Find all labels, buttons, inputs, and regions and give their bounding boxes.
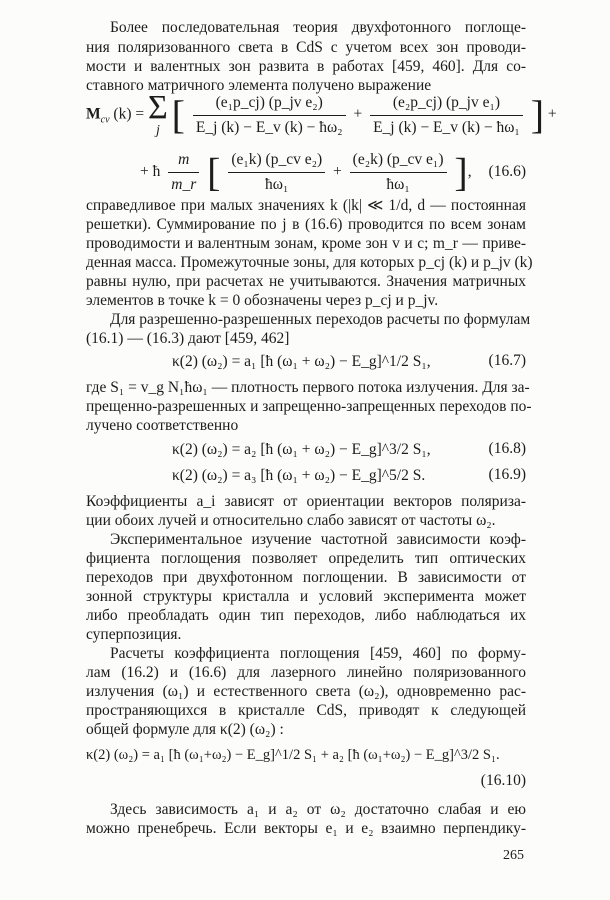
term4-denominator: ħω₁	[386, 176, 410, 193]
text-line: справедливое при малых значениях k (|k| ≪ 1/d, d — постоянная	[86, 197, 526, 214]
ratio-denominator: m_r	[171, 176, 197, 193]
summation-symbol: Σ j	[147, 89, 168, 138]
fraction-term2	[370, 93, 523, 138]
text-line: суперпозиция.	[86, 626, 182, 643]
text-line: можно пренебречь. Если векторы e₁ и e₂ взаимно перпендику-	[86, 820, 526, 837]
text-line: Здесь зависимость a₁ и a₂ от ω₂ достаточно слабая и ею	[110, 801, 526, 818]
text-line: общей формуле для κ(2) (ω₂) :	[86, 721, 284, 738]
text-line: ния поляризованного света в CdS с учетом всех зон проводи-	[86, 39, 526, 56]
term1-numerator: (e₁p_cj) (p_jv e₂)	[193, 93, 346, 116]
page-number: 265	[503, 848, 524, 863]
text-line: лучено соответственно	[86, 417, 239, 434]
text-line: ставного матричного элемента получено выражение	[86, 77, 432, 94]
text-line: прещенно-разрешенных и запрещенно-запрещенных переходов по-	[86, 398, 532, 415]
text-line: элементов в точке k = 0 обозначены через p_cj и p_jv.	[86, 292, 439, 309]
term3-denominator: ħω₁	[265, 176, 289, 193]
eq-lhs-sub: cv	[100, 114, 110, 126]
term4-numerator: (e₂k) (p_cv e₁)	[350, 150, 447, 173]
text-line: мости и валентных зон развита в работах [459, 460]. Для со-	[86, 58, 526, 75]
term1-denominator: E_j (k) − E_v (k) − ħω₂	[195, 118, 343, 136]
equation-number: (16.9)	[488, 466, 526, 483]
text-line: пространяющихся в кристалле CdS, приводят к следующей	[86, 702, 526, 719]
equation-number: (16.7)	[488, 352, 526, 369]
text-line: ции обоих лучей и относительно слабо зависят от частоты ω₂.	[86, 512, 496, 529]
text-line: где S₁ = v_g N₁ħω₁ — плотность первого потока излучения. Для за-	[86, 379, 530, 396]
text-line: зонной структуры кристалла и условий эксперимента может	[86, 588, 526, 605]
equation-16-8: κ(2) (ω₂) = a₂ [ħ (ω₁ + ω₂) − E_g]^3/2 S₁,	[172, 441, 431, 458]
text-line: равны нулю, при расчетах не учитываются. Значения матричных	[86, 273, 526, 290]
text-line: (16.1) — (16.3) дают [459, 462]	[86, 330, 290, 347]
text-line: проводимости и валентным зонам, кроме зон v и c; m_r — приве-	[86, 235, 526, 252]
text-line: лам (16.2) и (16.6) для лазерного линейно поляризованного	[86, 664, 526, 681]
term3-numerator: (e₁k) (p_cv e₂)	[228, 150, 325, 173]
mass-ratio	[168, 150, 199, 195]
eq-lhs-arg: (k) =	[113, 105, 145, 123]
text-line: излучения (ω₁) и естественного света (ω₂), одновременно рас-	[86, 683, 526, 700]
equation-16-7: κ(2) (ω₂) = a₁ [ħ (ω₁ + ω₂) − E_g]^1/2 S₁,	[172, 353, 431, 370]
equation-16-9: κ(2) (ω₂) = a₃ [ħ (ω₁ + ω₂) − E_g]^5/2 S.	[172, 467, 426, 484]
eq-line2-prefix: + ħ	[140, 163, 161, 181]
text-line: либо преобладать один тип переходов, либо наблюдаться их	[86, 607, 526, 624]
equation-16-6-line1: $M_{cv}$ (k) = Σ j [ $\frac{\text{(e₁p\_cj) (p\_jv e₂)}}{\text{E\_j (k) − E\_v (k) − ħω₂}}$ + $\frac{\text{(e₂p\_cj) (p\_jv e₁)}}{\text{E\_j (k) − E\_v (k) − ħω₁}}$ ] +	[86, 89, 557, 138]
sum-index: j	[155, 123, 160, 138]
text-line: решетки). Суммирование по j в (16.6) проводится по всем зонам	[86, 216, 526, 233]
text-line: Экспериментальное изучение частотной зависимости коэф-	[110, 531, 526, 548]
text-line: фициента поглощения позволяет определить тип оптических	[86, 550, 526, 567]
ratio-numerator: m	[178, 151, 190, 168]
text-line: денная масса. Промежуточные зоны, для которых p_cj (k) и p_jv (k)	[86, 254, 533, 271]
text-line: переходов при двухфотонном поглощении. В зависимости от	[86, 569, 526, 586]
eq-lhs: M	[86, 105, 101, 123]
fraction-term1	[193, 93, 346, 138]
fraction-term3	[228, 150, 325, 195]
text-line: Коэффициенты a_i зависят от ориентации векторов поляриза-	[86, 493, 526, 510]
fraction-term4	[350, 150, 447, 195]
equation-16-6-line2: + ħ $\frac{m}{m\_r}$ [ $\frac{\text{(e₁k) (p\_cv e₂)}}{\text{ħω₁}}$ + $\frac{\text{(e₂k) (p\_cv e₁)}}{\text{ħω₁}}$ ],	[140, 149, 472, 195]
term2-numerator: (e₂p_cj) (p_jv e₁)	[370, 93, 523, 116]
text-line: Более последовательная теория двухфотонного поглоще-	[110, 19, 526, 36]
equation-number: (16.6)	[488, 163, 526, 180]
equation-number: (16.10)	[480, 772, 526, 789]
text-line: Расчеты коэффициента поглощения [459, 460] по форму-	[110, 645, 526, 662]
text-line: Для разрешенно-разрешенных переходов расчеты по формулам	[110, 311, 531, 328]
term2-denominator: E_j (k) − E_v (k) − ħω₁	[373, 118, 520, 136]
equation-16-10: κ(2) (ω₂) = a₁ [ħ (ω₁+ω₂) − E_g]^1/2 S₁ + a₂ [ħ (ω₁+ω₂) − E_g]^3/2 S₁.	[86, 747, 500, 763]
equation-number: (16.8)	[488, 440, 526, 457]
